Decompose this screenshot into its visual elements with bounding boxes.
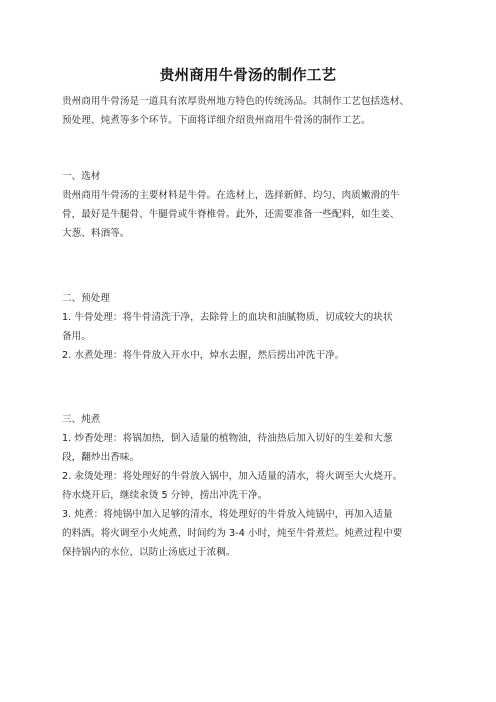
- text-line: 贵州商用牛骨汤是一道具有浓厚贵州地方特色的传统汤品。其制作工艺包括选材、: [62, 96, 410, 107]
- page-title: 贵州商用牛骨汤的制作工艺: [159, 68, 337, 84]
- section-paragraph: [62, 505, 442, 562]
- text-line: 大葱、料酒等。: [62, 228, 130, 239]
- text-line: 待水烧开后，继续汆烫 5 分钟，捞出冲洗干净。: [62, 490, 268, 501]
- text-line: 段，翻炒出香味。: [62, 452, 140, 463]
- text-line: 1. 牛骨处理：将牛骨清洗干净，去除骨上的血块和油腻物质，切成较大的块状: [62, 312, 393, 323]
- section-paragraph: [62, 467, 442, 505]
- text-line: 备用。: [62, 331, 91, 342]
- text-line: 2. 汆烫处理：将处理好的牛骨放入锅中，加入适量的清水，将火调至大火烧开。: [62, 471, 403, 482]
- text-line: 预处理、炖煮等多个环节。下面将详细介绍贵州商用牛骨汤的制作工艺。: [62, 115, 371, 126]
- text-line: 1. 炒香处理：将锅加热，倒入适量的植物油，待油热后加入切好的生姜和大葱: [62, 433, 393, 444]
- intro-paragraph: [62, 92, 442, 130]
- text-line: 3. 炖煮：将炖锅中加入足够的清水，将处理好的牛骨放入炖锅中，再加入适量: [62, 509, 393, 520]
- section-paragraph: [62, 186, 442, 243]
- section-paragraph: [62, 429, 442, 467]
- section-paragraph: [62, 308, 442, 346]
- text-line: 贵州商用牛骨汤的主要材料是牛骨。在选材上，选择新鲜、均匀、肉质嫩滑的牛: [62, 190, 400, 201]
- section-heading-pretreatment: 二、预处理: [62, 293, 110, 304]
- section-heading-selection: 一、选材: [62, 171, 101, 182]
- text-line: 2. 水煮处理：将牛骨放入开水中，焯水去腥，然后捞出冲洗干净。: [62, 350, 345, 361]
- section-paragraph: [62, 346, 442, 365]
- text-line: 保持锅内的水位，以防止汤底过于浓稠。: [62, 547, 236, 558]
- text-line: 的料酒。将火调至小火炖煮，时间约为 3-4 小时，炖至牛骨煮烂。炖煮过程中要: [62, 528, 403, 539]
- text-line: 骨，最好是牛腿骨、牛腿骨或牛脊椎骨。此外，还需要准备一些配料，如生姜、: [62, 209, 400, 220]
- section-heading-stewing: 三、炖煮: [62, 414, 101, 425]
